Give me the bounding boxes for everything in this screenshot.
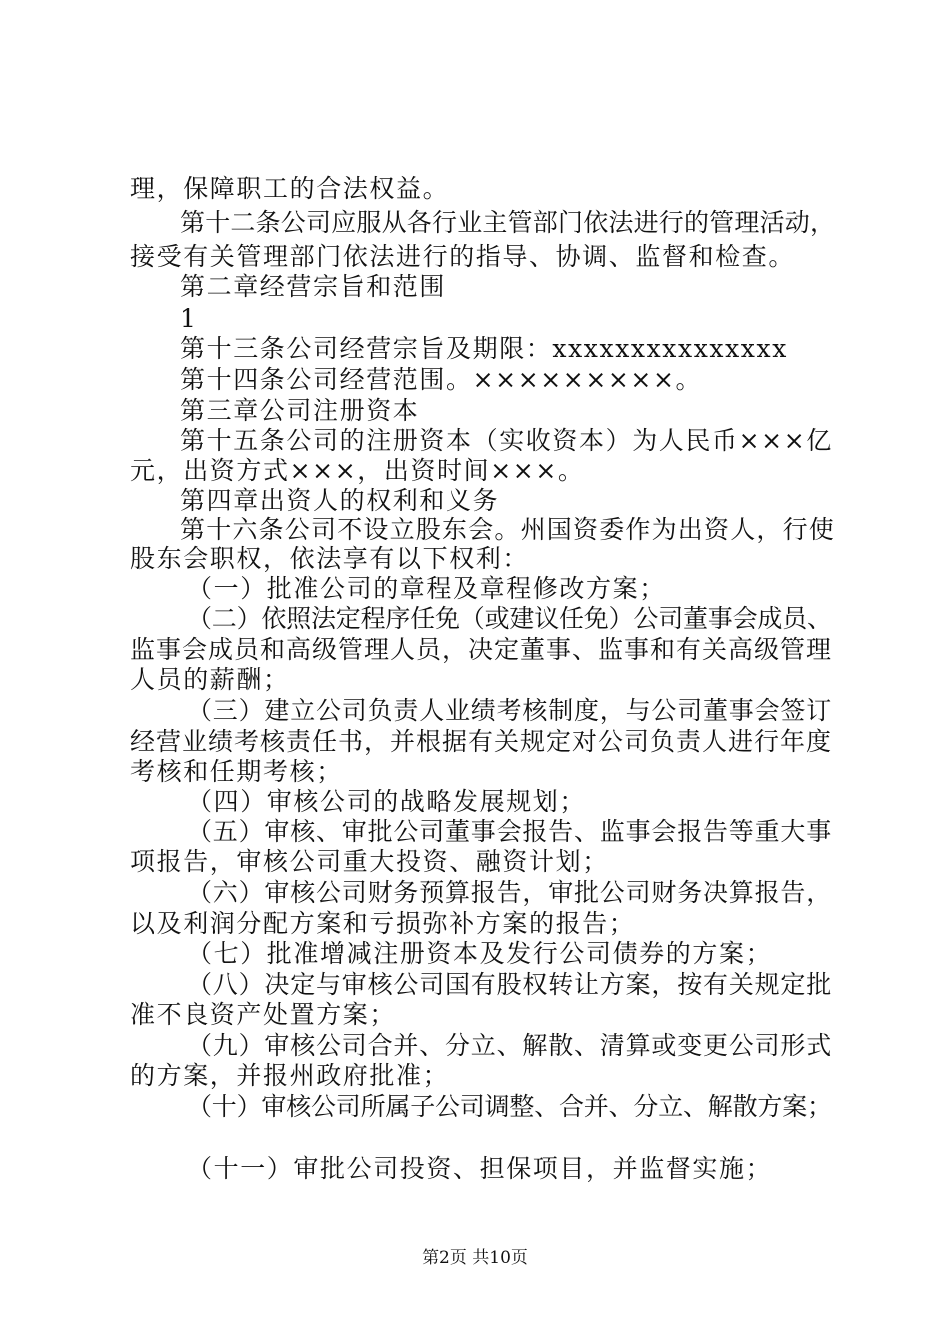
text-line: 1: [180, 304, 198, 333]
item-1: （一）批准公司的章程及章程修改方案；: [187, 574, 666, 603]
article-13: 第十三条公司经营宗旨及期限：xxxxxxxxxxxxxxx: [180, 334, 788, 363]
text-line: 人员的薪酬；: [130, 665, 290, 694]
chapter-3-heading: 第三章公司注册资本: [180, 396, 420, 425]
text-line: 理，保障职工的合法权益。: [130, 174, 450, 203]
article-15: 第十五条公司的注册资本（实收资本）为人民币×××亿: [180, 426, 833, 455]
item-5: （五）审核、审批公司董事会报告、监事会报告等重大事: [187, 817, 833, 846]
item-7: （七）批准增减注册资本及发行公司债券的方案；: [187, 939, 773, 968]
item-4: （四）审核公司的战略发展规划；: [187, 787, 587, 816]
item-11: （十一）审批公司投资、担保项目，并监督实施；: [187, 1154, 773, 1183]
text-line: 的方案，并报州政府批准；: [130, 1061, 450, 1090]
text-line: 股东会职权，依法享有以下权利：: [130, 544, 530, 573]
chapter-4-heading: 第四章出资人的权利和义务: [180, 486, 500, 515]
item-9: （九）审核公司合并、分立、解散、清算或变更公司形式: [187, 1031, 833, 1060]
item-6: （六）审核公司财务预算报告，审批公司财务决算报告，: [187, 878, 833, 907]
text-line: 经营业绩考核责任书，并根据有关规定对公司负责人进行年度: [130, 727, 833, 756]
text-line: 接受有关管理部门依法进行的指导、协调、监督和检查。: [130, 242, 796, 271]
item-10: （十）审核公司所属子公司调整、合并、分立、解散方案；: [187, 1092, 832, 1121]
text-line: 以及利润分配方案和亏损弥补方案的报告；: [130, 909, 636, 938]
text-line: 项报告，审核公司重大投资、融资计划；: [130, 847, 609, 876]
text-line: 监事会成员和高级管理人员，决定董事、监事和有关高级管理: [130, 635, 833, 664]
item-3: （三）建立公司负责人业绩考核制度，与公司董事会签订: [187, 696, 833, 725]
item-8: （八）决定与审核公司国有股权转让方案，按有关规定批: [187, 970, 833, 999]
article-14: 第十四条公司经营范围。×××××××××。: [180, 365, 703, 394]
article-12: 第十二条公司应服从各行业主管部门依法进行的管理活动，: [180, 208, 836, 237]
text-line: 准不良资产处置方案；: [130, 1000, 397, 1029]
text-line: 考核和任期考核；: [130, 757, 343, 786]
page-footer: 第2页 共10页: [422, 1248, 528, 1268]
text-line: 元，出资方式×××，出资时间×××。: [130, 456, 585, 485]
chapter-2-heading: 第二章经营宗旨和范围: [180, 272, 447, 301]
item-2: （二）依照法定程序任免（或建议任免）公司董事会成员、: [187, 604, 832, 633]
article-16: 第十六条公司不设立股东会。州国资委作为出资人，行使: [180, 515, 836, 544]
